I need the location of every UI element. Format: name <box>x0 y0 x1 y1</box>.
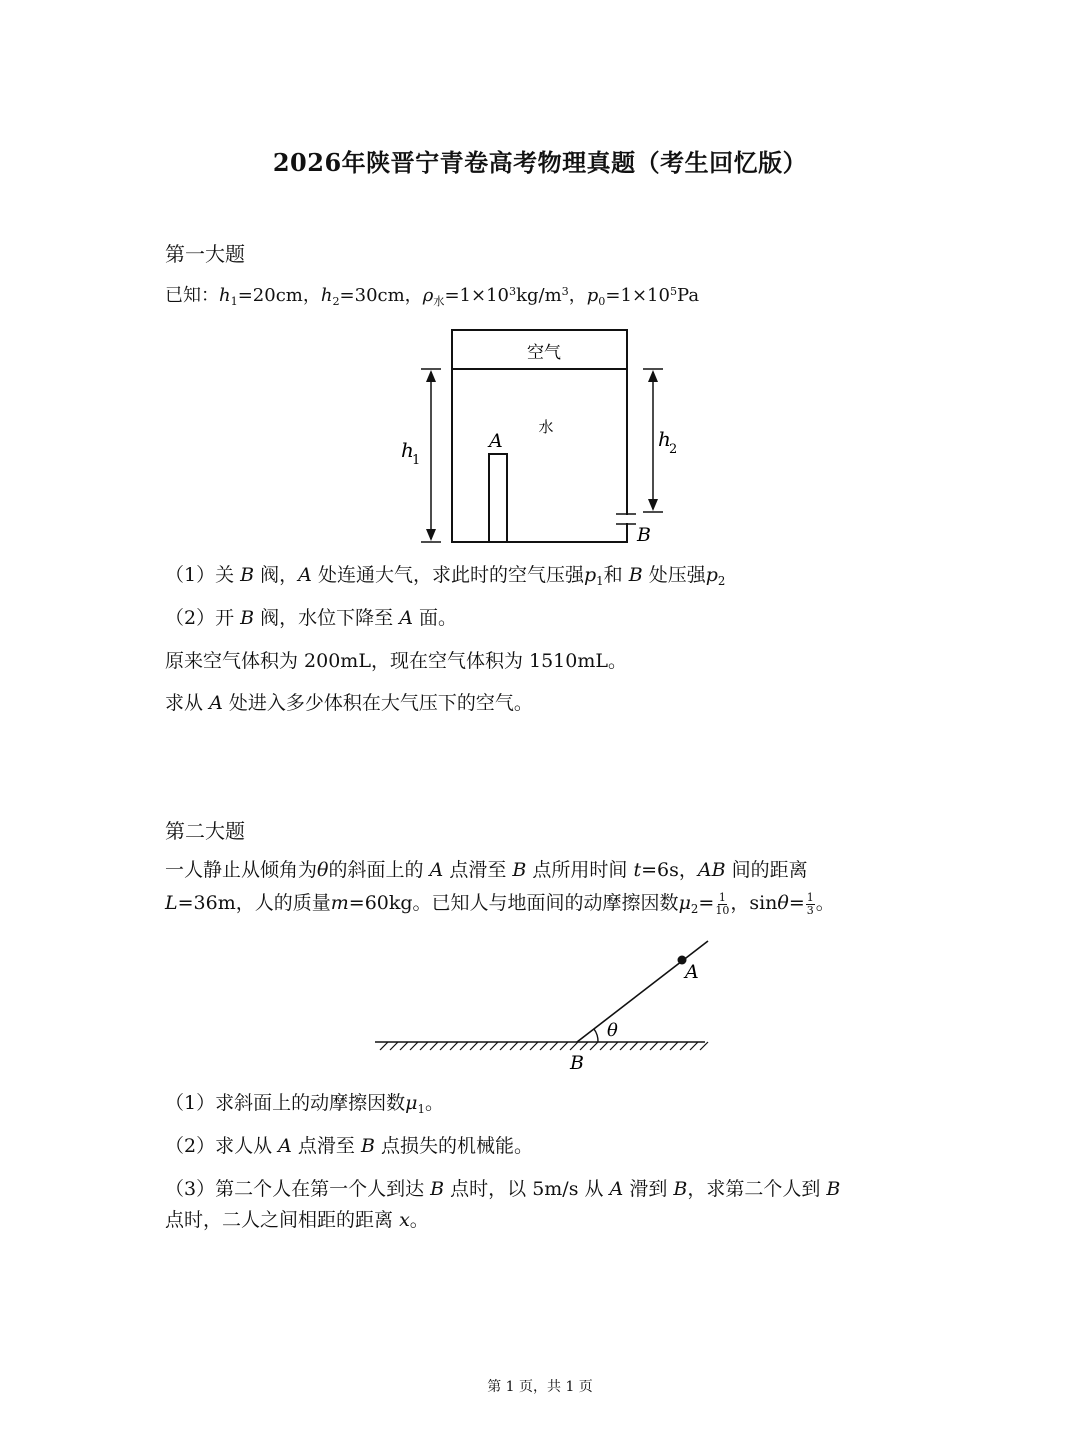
ground-hatching <box>380 1042 708 1050</box>
incline-point-b-label: B <box>570 1052 584 1074</box>
angle-arc <box>594 1029 598 1042</box>
fraction-sin: $\frac{1}{3}$ <box>806 891 814 917</box>
s1-volume-statement: 原来空气体积为 200mL，现在空气体积为 1510mL。 <box>165 650 627 672</box>
s2-problem-line-2: L=36m，人的质量m=60kg。已知人与地面间的动摩擦因数$\mu_2=$ $\frac{1}{10}$ ，sinθ= $\frac{1}{3}$ 。 <box>165 891 835 917</box>
incline-line <box>577 941 708 1042</box>
point-a-label: A <box>489 430 503 452</box>
s1-question-2: （2）开 B 阀，水位下降至 A 面。 <box>165 607 458 629</box>
angle-theta-label: θ <box>607 1020 618 1041</box>
air-label: 空气 <box>527 343 561 363</box>
h1-subscript: 1 <box>412 453 421 468</box>
point-b-label: B <box>637 524 651 546</box>
s1-final-question: 求从 A 处进入多少体积在大气压下的空气。 <box>165 692 533 714</box>
page-footer: 第 1 页，共 1 页 <box>487 1379 593 1395</box>
fraction-mu2: $\frac{1}{10}$ <box>715 891 730 917</box>
h1-dimension <box>421 369 441 542</box>
s2-question-3-line-2: 点时，二人之间相距的距离 x。 <box>165 1209 429 1231</box>
h2-subscript: 2 <box>669 442 678 457</box>
given-values: 已知：$h_1=20cm$，$h_2=30cm$，$\rho_水=1\times 10^3kg/m^3$，$p_0=1\times 10^5Pa$ <box>165 284 700 308</box>
s2-question-1: （1）求斜面上的动摩擦因数$\mu_1$。 <box>165 1092 444 1117</box>
s2-question-3-line-1: （3）第二个人在第一个人到达 B 点时，以 5m/s 从 A 滑到 B，求第二个人到 B <box>165 1178 841 1200</box>
incline-point-a-label: A <box>685 961 699 983</box>
water-label: 水 <box>538 418 554 436</box>
incline-diagram <box>375 941 708 1042</box>
tube-a <box>489 454 507 542</box>
s2-question-2: （2）求人从 A 点滑至 B 点损失的机械能。 <box>165 1135 534 1157</box>
section-2-heading: 第二大题 <box>165 819 245 843</box>
section-1-heading: 第一大题 <box>165 242 245 266</box>
s2-problem-line-1: 一人静止从倾角为θ的斜面上的 A 点滑至 B 点所用时间 t=6s，AB 间的距离 <box>165 859 808 881</box>
h2-label: h <box>658 427 671 451</box>
page-title: 2026年陕晋宁青卷高考物理真题（考生回忆版） <box>272 148 808 177</box>
h1-label: h <box>401 438 414 462</box>
s1-question-1: （1）关 B 阀，A 处连通大气，求此时的空气压强$p_1$和 B 处压强$p_2$ <box>165 564 726 589</box>
